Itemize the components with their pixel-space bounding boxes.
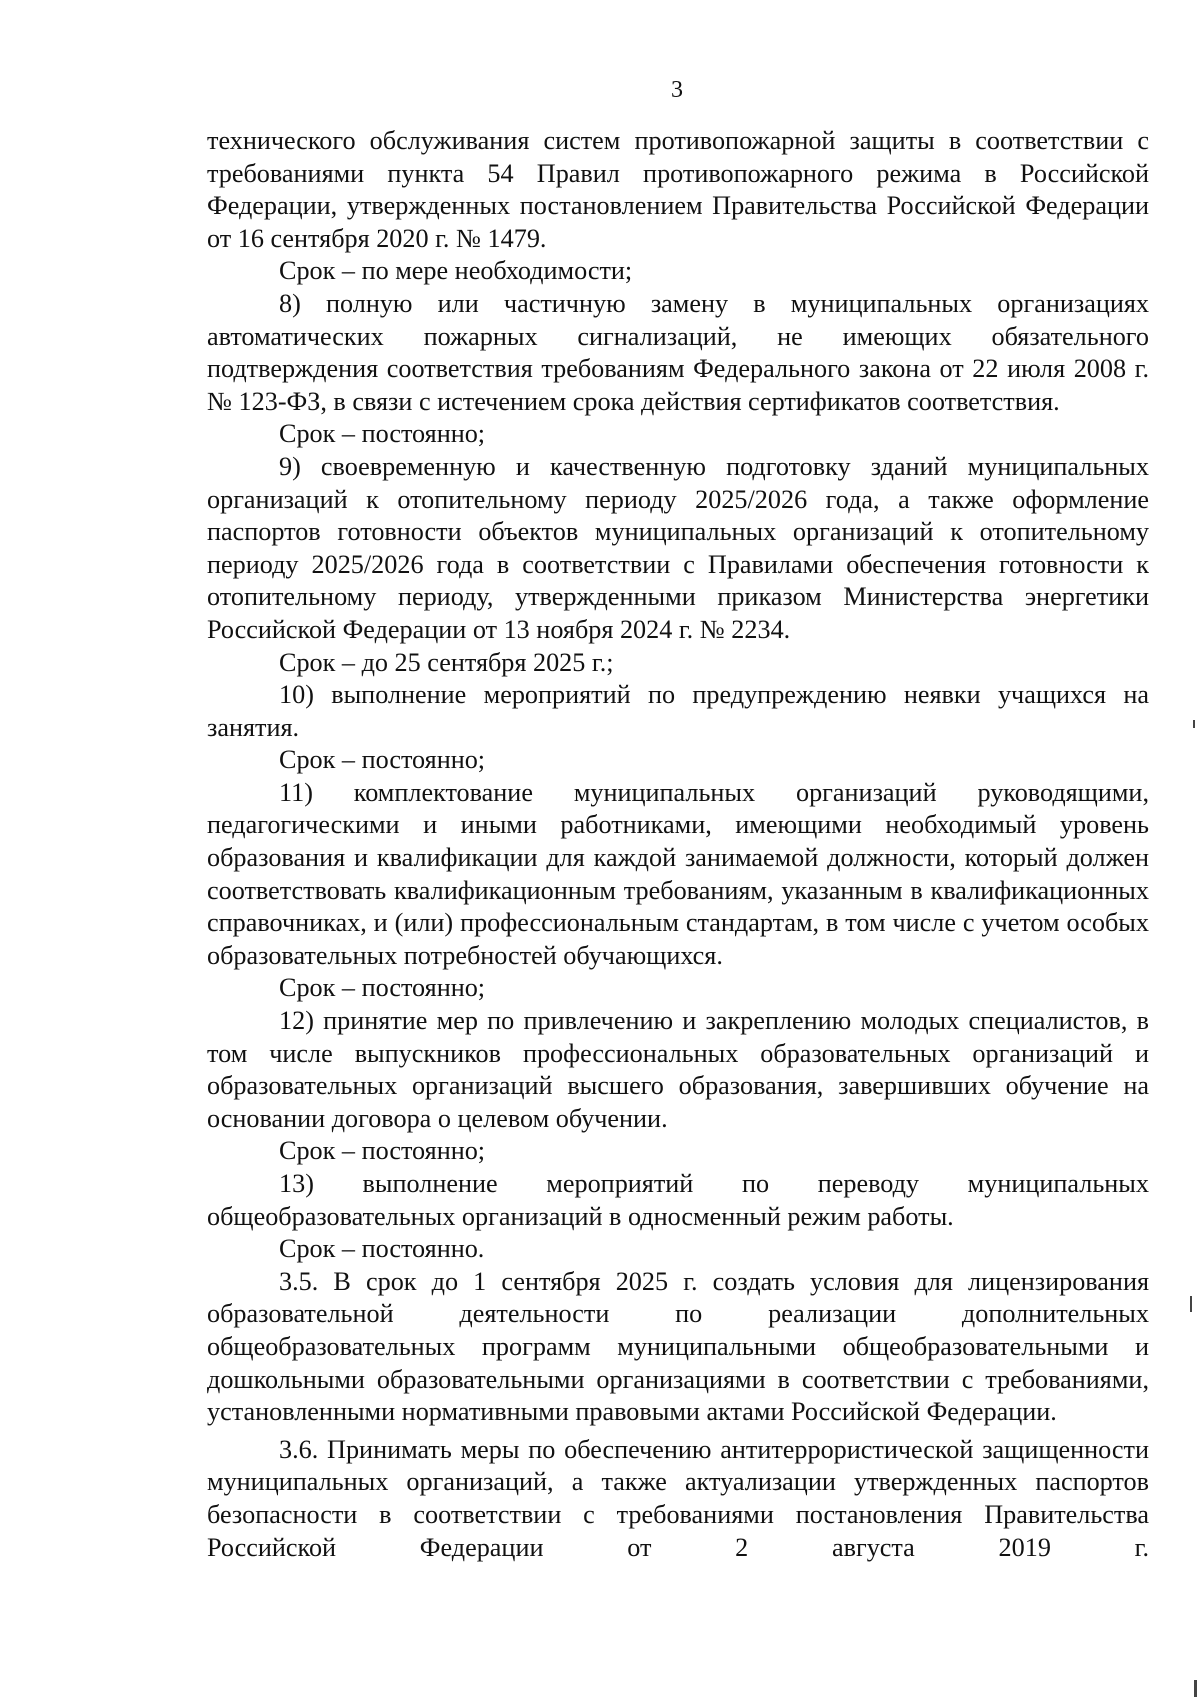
deadline-line: Срок – постоянно; <box>279 745 486 775</box>
item-8-paragraph: 8) полную или частичную замену в муниципальных организациях автоматических пожарных сигнализаций, не имеющих обязательного подтверждения соответствия требованиям Федерального закона от 22 июля 2008 г. № 123-ФЗ, в связи с истечением срока действия сертификатов соответствия. <box>207 288 1149 416</box>
deadline-line: Срок – до 25 сентября 2025 г.; <box>279 647 614 677</box>
scan-edge-mark <box>1190 1296 1192 1312</box>
document-body <box>207 125 1149 1564</box>
scan-edge-mark <box>1194 1680 1197 1697</box>
deadline-line: Срок – постоянно. <box>279 1234 485 1264</box>
scan-edge-mark <box>1193 720 1195 728</box>
deadline-line: Срок – постоянно; <box>279 973 486 1003</box>
deadline-line: Срок – по мере необходимости; <box>279 256 633 286</box>
item-13-paragraph: 13) выполнение мероприятий по переводу муниципальных общеобразовательных организаций в односменный режим работы. <box>207 1169 1149 1231</box>
paragraph-continuation: технического обслуживания систем противопожарной защиты в соответствии с требованиями пункта 54 Правил противопожарного режима в Российской Федерации, утвержденных постановлением Правительства Российской Федерации от 16 сентября 2020 г. № 1479. <box>207 126 1149 253</box>
item-11-paragraph: 11) комплектование муниципальных организаций руководящими, педагогическими и иными работниками, имеющими необходимый уровень образования и квалификации для каждой занимаемой должности, который должен соответствовать квалификационным требованиям, указанным в квалификационных справочниках, и (или) профессиональным стандартам, в том числе с учетом особых образовательных потребностей обучающихся. <box>207 777 1149 970</box>
page-number: 3 <box>671 77 683 103</box>
item-12-paragraph: 12) принятие мер по привлечению и закреплению молодых специалистов, в том числе выпускников профессиональных образовательных организаций и образовательных организаций высшего образования, завершивших обучение на основании договора о целевом обучении. <box>207 1006 1149 1133</box>
section-3-6-paragraph: 3.6. Принимать меры по обеспечению антитеррористической защищенности муниципальных организаций, а также актуализации утвержденных паспортов безопасности в соответствии с требованиями постановления Правительства Российской Федерации от 2 августа 2019 г. <box>207 1434 1149 1562</box>
item-10-paragraph: 10) выполнение мероприятий по предупреждению неявки учащихся на занятия. <box>207 680 1149 742</box>
deadline-line: Срок – постоянно; <box>279 419 486 449</box>
deadline-line: Срок – постоянно; <box>279 1136 486 1166</box>
item-9-paragraph: 9) своевременную и качественную подготовку зданий муниципальных организаций к отопительному периоду 2025/2026 года, а также оформление паспортов готовности объектов муниципальных организаций к отопительному периоду 2025/2026 года в соответствии с Правилами обеспечения готовности к отопительному периоду, утвержденными приказом Министерства энергетики Российской Федерации от 13 ноября 2024 г. № 2234. <box>207 451 1149 644</box>
section-3-5-paragraph: 3.5. В срок до 1 сентября 2025 г. создать условия для лицензирования образовательной деятельности по реализации дополнительных общеобразовательных программ муниципальными общеобразовательными и дошкольными образовательными организациями в соответствии с требованиями, установленными нормативными правовыми актами Российской Федерации. <box>207 1266 1149 1427</box>
